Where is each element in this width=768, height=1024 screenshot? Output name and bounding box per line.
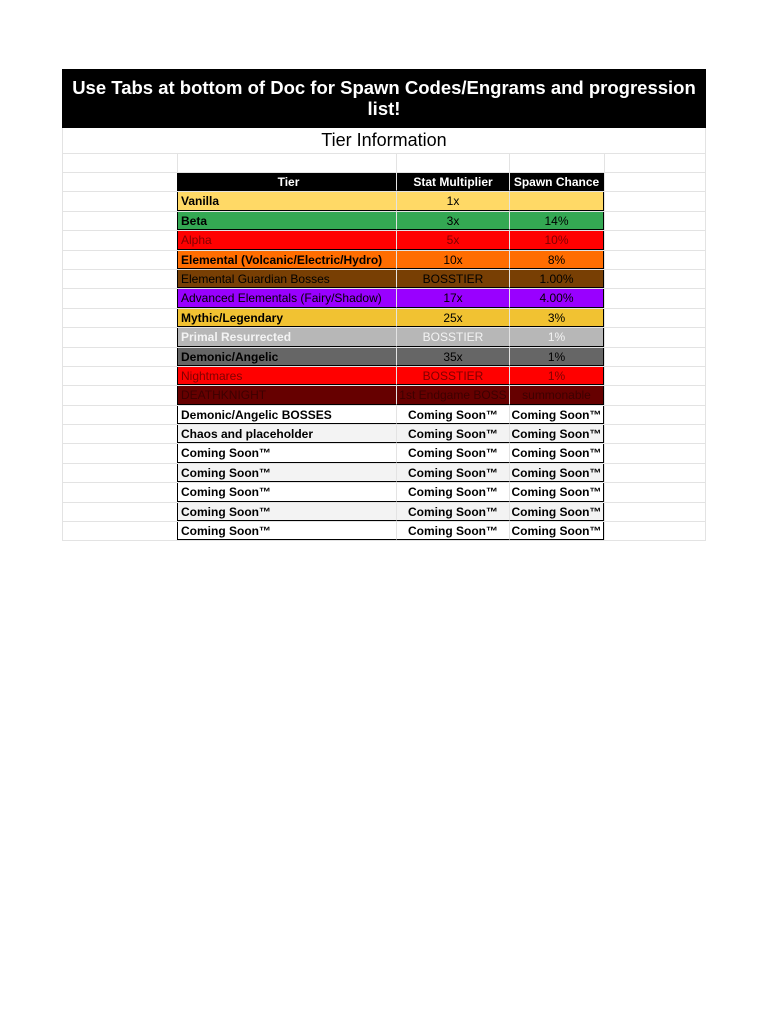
tier-cell: Coming Soon™ bbox=[177, 522, 396, 540]
empty-row bbox=[62, 154, 706, 173]
stat-multiplier-cell: 10x bbox=[396, 251, 509, 269]
tier-cell: Alpha bbox=[177, 231, 396, 249]
stat-multiplier-cell: Coming Soon™ bbox=[396, 464, 509, 482]
banner-title: Use Tabs at bottom of Doc for Spawn Codes/Engrams and progression list! bbox=[62, 69, 706, 128]
table-row bbox=[62, 522, 706, 541]
table-row bbox=[62, 425, 706, 444]
spawn-chance-cell: 4.00% bbox=[509, 289, 604, 307]
spawn-chance-cell: 1% bbox=[509, 367, 604, 385]
table-row bbox=[62, 348, 706, 367]
stat-multiplier-cell: Coming Soon™ bbox=[396, 444, 509, 462]
table-row bbox=[62, 367, 706, 386]
stat-multiplier-cell: Coming Soon™ bbox=[396, 425, 509, 443]
spawn-chance-cell: Coming Soon™ bbox=[509, 444, 604, 462]
table-row bbox=[62, 406, 706, 425]
table-row bbox=[62, 251, 706, 270]
stat-multiplier-cell: Coming Soon™ bbox=[396, 522, 509, 540]
stat-multiplier-cell: 5x bbox=[396, 231, 509, 249]
spawn-chance-cell bbox=[509, 192, 604, 210]
spawn-chance-cell: 1% bbox=[509, 348, 604, 366]
section-title: Tier Information bbox=[62, 128, 706, 154]
header-spawn-chance: Spawn Chance bbox=[509, 173, 604, 191]
stat-multiplier-cell: 3x bbox=[396, 212, 509, 230]
spawn-chance-cell: Coming Soon™ bbox=[509, 483, 604, 501]
spawn-chance-cell: Coming Soon™ bbox=[509, 425, 604, 443]
stat-multiplier-cell: Coming Soon™ bbox=[396, 406, 509, 424]
tier-cell: Primal Resurrected bbox=[177, 328, 396, 346]
table-row bbox=[62, 464, 706, 483]
stat-multiplier-cell: 1x bbox=[396, 192, 509, 210]
spawn-chance-cell: Coming Soon™ bbox=[509, 406, 604, 424]
spawn-chance-cell: 8% bbox=[509, 251, 604, 269]
spawn-chance-cell: Coming Soon™ bbox=[509, 522, 604, 540]
table-row bbox=[62, 503, 706, 522]
spreadsheet bbox=[62, 69, 706, 541]
table-row bbox=[62, 212, 706, 231]
tier-cell: Coming Soon™ bbox=[177, 503, 396, 521]
tier-cell: DEATHKNIGHT bbox=[177, 386, 396, 404]
tier-cell: Beta bbox=[177, 212, 396, 230]
tier-cell: Advanced Elementals (Fairy/Shadow) bbox=[177, 289, 396, 307]
stat-multiplier-cell: BOSSTIER bbox=[396, 367, 509, 385]
tier-table-body bbox=[62, 192, 706, 541]
table-row bbox=[62, 386, 706, 405]
stat-multiplier-cell: Coming Soon™ bbox=[396, 483, 509, 501]
stat-multiplier-cell: 25x bbox=[396, 309, 509, 327]
stat-multiplier-cell: Coming Soon™ bbox=[396, 503, 509, 521]
stat-multiplier-cell: 35x bbox=[396, 348, 509, 366]
tier-cell: Demonic/Angelic BOSSES bbox=[177, 406, 396, 424]
tier-cell: Demonic/Angelic bbox=[177, 348, 396, 366]
table-row bbox=[62, 309, 706, 328]
header-tier: Tier bbox=[177, 173, 396, 191]
spawn-chance-cell: summonable bbox=[509, 386, 604, 404]
table-row bbox=[62, 289, 706, 308]
spawn-chance-cell: 10% bbox=[509, 231, 604, 249]
tier-cell: Elemental (Volcanic/Electric/Hydro) bbox=[177, 251, 396, 269]
tier-cell: Chaos and placeholder bbox=[177, 425, 396, 443]
tier-cell: Coming Soon™ bbox=[177, 483, 396, 501]
spawn-chance-cell: 1% bbox=[509, 328, 604, 346]
tier-cell: Mythic/Legendary bbox=[177, 309, 396, 327]
spawn-chance-cell: 1.00% bbox=[509, 270, 604, 288]
tier-cell: Nightmares bbox=[177, 367, 396, 385]
table-row bbox=[62, 483, 706, 502]
table-header-row bbox=[62, 173, 706, 192]
table-row bbox=[62, 444, 706, 463]
stat-multiplier-cell: 1st Endgame BOSS bbox=[396, 386, 509, 404]
table-row bbox=[62, 231, 706, 250]
table-row bbox=[62, 192, 706, 211]
spawn-chance-cell: Coming Soon™ bbox=[509, 464, 604, 482]
tier-cell: Coming Soon™ bbox=[177, 464, 396, 482]
table-row bbox=[62, 270, 706, 289]
tier-cell: Coming Soon™ bbox=[177, 444, 396, 462]
stat-multiplier-cell: BOSSTIER bbox=[396, 328, 509, 346]
table-row bbox=[62, 328, 706, 347]
spawn-chance-cell: 14% bbox=[509, 212, 604, 230]
stat-multiplier-cell: BOSSTIER bbox=[396, 270, 509, 288]
stat-multiplier-cell: 17x bbox=[396, 289, 509, 307]
header-stat-multiplier: Stat Multiplier bbox=[396, 173, 509, 191]
tier-cell: Vanilla bbox=[177, 192, 396, 210]
spawn-chance-cell: 3% bbox=[509, 309, 604, 327]
tier-cell: Elemental Guardian Bosses bbox=[177, 270, 396, 288]
spawn-chance-cell: Coming Soon™ bbox=[509, 503, 604, 521]
